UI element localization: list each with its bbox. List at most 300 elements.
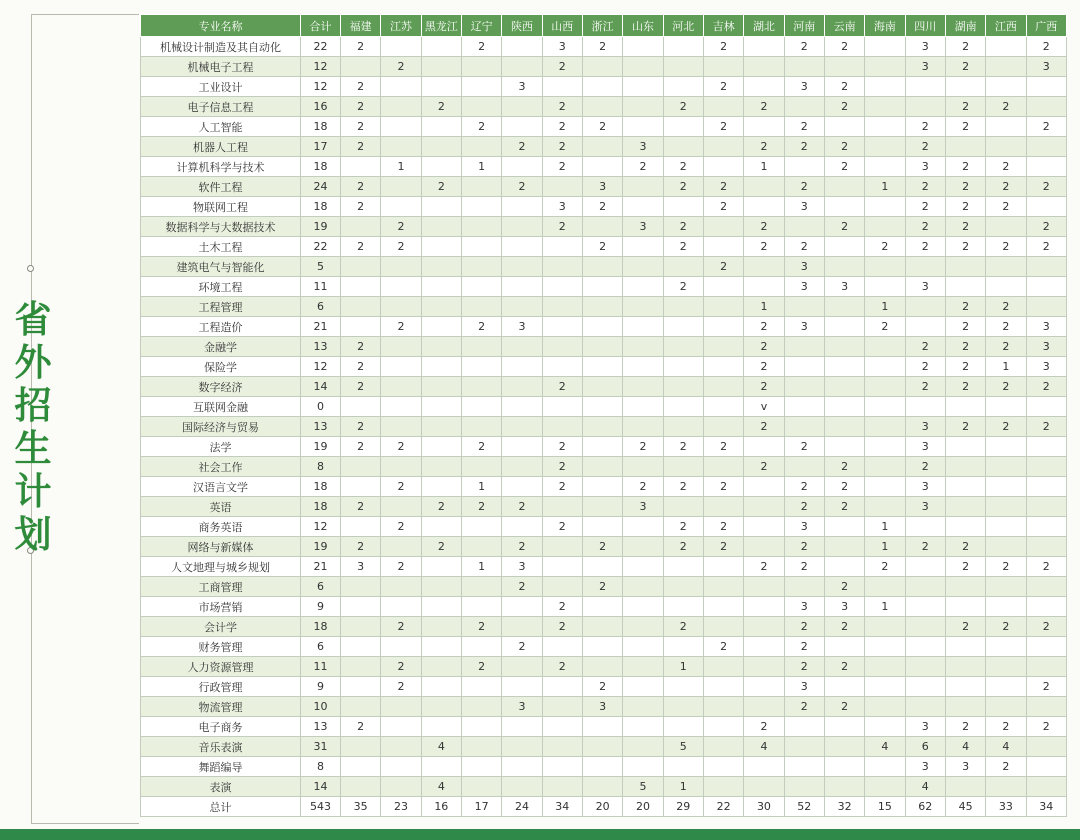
- quota-cell: 2: [421, 537, 461, 557]
- quota-cell: [582, 597, 622, 617]
- quota-cell: [986, 697, 1026, 717]
- quota-cell: [381, 777, 421, 797]
- column-header: 陕西: [502, 15, 542, 37]
- quota-cell: [502, 417, 542, 437]
- quota-cell: 2: [341, 197, 381, 217]
- total-cell: 20: [623, 797, 663, 817]
- quota-cell: [824, 437, 864, 457]
- quota-cell: [945, 437, 985, 457]
- row-total-cell: 6: [301, 637, 341, 657]
- quota-cell: [582, 257, 622, 277]
- quota-cell: [905, 257, 945, 277]
- quota-cell: [905, 97, 945, 117]
- quota-cell: 3: [784, 317, 824, 337]
- quota-cell: [744, 277, 784, 297]
- quota-cell: [341, 397, 381, 417]
- quota-cell: 2: [542, 57, 582, 77]
- quota-cell: 2: [905, 137, 945, 157]
- quota-cell: 2: [461, 317, 501, 337]
- quota-cell: 2: [663, 477, 703, 497]
- quota-cell: [381, 417, 421, 437]
- table-row: [141, 517, 1067, 537]
- quota-cell: [381, 97, 421, 117]
- quota-cell: 2: [784, 137, 824, 157]
- column-header: 江苏: [381, 15, 421, 37]
- quota-cell: [986, 397, 1026, 417]
- quota-cell: [461, 737, 501, 757]
- quota-cell: 2: [461, 37, 501, 57]
- quota-cell: 2: [341, 37, 381, 57]
- quota-cell: [905, 517, 945, 537]
- quota-cell: 2: [945, 317, 985, 337]
- quota-cell: 2: [824, 617, 864, 637]
- quota-cell: [703, 377, 743, 397]
- quota-cell: [542, 717, 582, 737]
- quota-cell: [663, 717, 703, 737]
- quota-cell: [1026, 657, 1066, 677]
- table-row: [141, 37, 1067, 57]
- quota-cell: [502, 37, 542, 57]
- quota-cell: [502, 117, 542, 137]
- quota-cell: [502, 717, 542, 737]
- quota-cell: [381, 457, 421, 477]
- quota-cell: [986, 77, 1026, 97]
- major-name-cell: 舞蹈编导: [141, 757, 301, 777]
- quota-cell: 2: [542, 457, 582, 477]
- bottom-bar: [0, 829, 1080, 840]
- column-header: 合计: [301, 15, 341, 37]
- quota-cell: [905, 577, 945, 597]
- quota-cell: [744, 617, 784, 637]
- quota-cell: [341, 297, 381, 317]
- quota-cell: 2: [582, 537, 622, 557]
- quota-cell: [744, 757, 784, 777]
- table-row: [141, 457, 1067, 477]
- quota-cell: [744, 637, 784, 657]
- quota-cell: 2: [986, 157, 1026, 177]
- quota-cell: [421, 277, 461, 297]
- quota-cell: 2: [461, 657, 501, 677]
- quota-cell: [461, 577, 501, 597]
- total-cell: 32: [824, 797, 864, 817]
- quota-cell: [421, 257, 461, 277]
- quota-cell: [865, 717, 905, 737]
- quota-cell: 3: [905, 717, 945, 737]
- quota-cell: [381, 397, 421, 417]
- column-header: 河北: [663, 15, 703, 37]
- quota-cell: [1026, 757, 1066, 777]
- quota-cell: [381, 257, 421, 277]
- quota-cell: [986, 657, 1026, 677]
- table-row: [141, 777, 1067, 797]
- table-row: [141, 397, 1067, 417]
- quota-cell: 2: [542, 437, 582, 457]
- quota-cell: [421, 757, 461, 777]
- quota-cell: [582, 437, 622, 457]
- quota-cell: [1026, 477, 1066, 497]
- table-row: [141, 157, 1067, 177]
- column-header: 山东: [623, 15, 663, 37]
- total-cell: 22: [703, 797, 743, 817]
- quota-cell: 2: [502, 537, 542, 557]
- table-row: [141, 317, 1067, 337]
- quota-cell: [502, 277, 542, 297]
- quota-cell: [542, 257, 582, 277]
- quota-cell: [542, 697, 582, 717]
- quota-cell: [542, 177, 582, 197]
- quota-cell: 1: [865, 597, 905, 617]
- major-name-cell: 物流管理: [141, 697, 301, 717]
- quota-cell: 3: [784, 197, 824, 217]
- row-total-cell: 19: [301, 537, 341, 557]
- quota-cell: 2: [582, 117, 622, 137]
- quota-cell: [582, 557, 622, 577]
- quota-cell: 2: [1026, 617, 1066, 637]
- quota-cell: [703, 397, 743, 417]
- quota-cell: 2: [824, 217, 864, 237]
- quota-cell: [744, 577, 784, 597]
- quota-cell: 2: [905, 217, 945, 237]
- quota-cell: 2: [663, 437, 703, 457]
- quota-cell: [865, 757, 905, 777]
- quota-cell: [663, 57, 703, 77]
- quota-cell: 1: [461, 157, 501, 177]
- quota-cell: [623, 737, 663, 757]
- quota-cell: [945, 777, 985, 797]
- quota-cell: [744, 437, 784, 457]
- row-total-cell: 9: [301, 597, 341, 617]
- quota-cell: 2: [945, 117, 985, 137]
- table-row: [141, 77, 1067, 97]
- quota-cell: 2: [865, 317, 905, 337]
- quota-cell: [582, 777, 622, 797]
- quota-cell: [582, 457, 622, 477]
- quota-cell: 2: [986, 557, 1026, 577]
- major-name-cell: 软件工程: [141, 177, 301, 197]
- quota-cell: [461, 257, 501, 277]
- quota-cell: [986, 537, 1026, 557]
- quota-cell: 2: [945, 617, 985, 637]
- quota-cell: [986, 137, 1026, 157]
- quota-cell: [744, 177, 784, 197]
- row-total-cell: 11: [301, 657, 341, 677]
- quota-cell: [663, 317, 703, 337]
- column-header: 海南: [865, 15, 905, 37]
- quota-cell: [784, 417, 824, 437]
- major-name-cell: 社会工作: [141, 457, 301, 477]
- quota-cell: 2: [703, 257, 743, 277]
- quota-cell: 2: [986, 237, 1026, 257]
- quota-cell: [824, 257, 864, 277]
- quota-cell: [542, 577, 582, 597]
- quota-cell: [381, 597, 421, 617]
- quota-cell: [461, 417, 501, 437]
- major-name-cell: 网络与新媒体: [141, 537, 301, 557]
- quota-cell: [744, 597, 784, 617]
- quota-cell: [703, 97, 743, 117]
- quota-cell: [381, 537, 421, 557]
- quota-cell: [663, 497, 703, 517]
- major-name-cell: 机械设计制造及其自动化: [141, 37, 301, 57]
- quota-cell: [502, 297, 542, 317]
- table-row: [141, 197, 1067, 217]
- quota-cell: [824, 317, 864, 337]
- quota-cell: [865, 117, 905, 137]
- quota-cell: 3: [582, 697, 622, 717]
- table-row: [141, 737, 1067, 757]
- quota-cell: [623, 237, 663, 257]
- quota-cell: 2: [542, 477, 582, 497]
- quota-cell: [461, 337, 501, 357]
- quota-cell: 2: [542, 597, 582, 617]
- quota-cell: [824, 757, 864, 777]
- column-header: 云南: [824, 15, 864, 37]
- quota-cell: [582, 97, 622, 117]
- total-cell: 35: [341, 797, 381, 817]
- quota-cell: [623, 317, 663, 337]
- quota-cell: [1026, 577, 1066, 597]
- quota-cell: [502, 777, 542, 797]
- quota-cell: 3: [905, 57, 945, 77]
- major-name-cell: 金融学: [141, 337, 301, 357]
- quota-cell: [623, 77, 663, 97]
- column-header: 四川: [905, 15, 945, 37]
- quota-cell: [703, 757, 743, 777]
- quota-cell: 2: [784, 477, 824, 497]
- quota-cell: 1: [461, 557, 501, 577]
- quota-cell: [1026, 257, 1066, 277]
- quota-cell: [663, 557, 703, 577]
- quota-cell: [824, 517, 864, 537]
- quota-cell: [986, 477, 1026, 497]
- total-cell: 23: [381, 797, 421, 817]
- quota-cell: 2: [784, 657, 824, 677]
- quota-cell: [542, 757, 582, 777]
- quota-cell: 2: [945, 417, 985, 437]
- quota-cell: 2: [824, 657, 864, 677]
- quota-cell: 2: [986, 417, 1026, 437]
- major-name-cell: 电子信息工程: [141, 97, 301, 117]
- quota-cell: [421, 137, 461, 157]
- quota-cell: [623, 397, 663, 417]
- quota-cell: [824, 397, 864, 417]
- quota-cell: [381, 197, 421, 217]
- quota-cell: [865, 277, 905, 297]
- row-total-cell: 12: [301, 517, 341, 537]
- quota-cell: [824, 357, 864, 377]
- row-total-cell: 8: [301, 457, 341, 477]
- quota-cell: [784, 777, 824, 797]
- quota-cell: [1026, 157, 1066, 177]
- quota-cell: 2: [381, 437, 421, 457]
- quota-cell: 2: [663, 157, 703, 177]
- quota-cell: 2: [341, 117, 381, 137]
- quota-cell: [542, 737, 582, 757]
- quota-cell: 3: [784, 277, 824, 297]
- quota-cell: [945, 137, 985, 157]
- quota-cell: 3: [542, 37, 582, 57]
- quota-cell: 2: [986, 757, 1026, 777]
- quota-cell: 4: [421, 777, 461, 797]
- quota-cell: 2: [905, 117, 945, 137]
- major-name-cell: 数据科学与大数据技术: [141, 217, 301, 237]
- quota-cell: 2: [341, 417, 381, 437]
- quota-cell: [623, 457, 663, 477]
- quota-cell: [421, 717, 461, 737]
- quota-cell: [381, 737, 421, 757]
- quota-cell: 2: [1026, 377, 1066, 397]
- quota-cell: v: [744, 397, 784, 417]
- quota-cell: 3: [905, 477, 945, 497]
- quota-cell: [502, 397, 542, 417]
- quota-cell: [341, 477, 381, 497]
- quota-cell: [582, 417, 622, 437]
- quota-cell: [542, 357, 582, 377]
- quota-cell: [381, 577, 421, 597]
- quota-cell: [744, 697, 784, 717]
- total-cell: 15: [865, 797, 905, 817]
- quota-cell: [784, 217, 824, 237]
- quota-cell: [865, 377, 905, 397]
- quota-cell: 2: [784, 497, 824, 517]
- quota-cell: 2: [502, 577, 542, 597]
- row-total-cell: 17: [301, 137, 341, 157]
- quota-cell: [824, 557, 864, 577]
- quota-cell: [421, 477, 461, 497]
- quota-cell: 2: [744, 237, 784, 257]
- quota-cell: 2: [945, 197, 985, 217]
- quota-cell: 2: [703, 537, 743, 557]
- total-cell: 30: [744, 797, 784, 817]
- quota-cell: [421, 657, 461, 677]
- table-row: [141, 617, 1067, 637]
- column-header: 湖南: [945, 15, 985, 37]
- quota-cell: [421, 637, 461, 657]
- quota-cell: 2: [381, 557, 421, 577]
- quota-cell: 2: [986, 297, 1026, 317]
- major-name-cell: 数字经济: [141, 377, 301, 397]
- quota-cell: 2: [1026, 217, 1066, 237]
- quota-cell: [582, 137, 622, 157]
- quota-cell: 2: [703, 77, 743, 97]
- quota-cell: [623, 257, 663, 277]
- quota-cell: 2: [1026, 117, 1066, 137]
- table-row: [141, 757, 1067, 777]
- quota-cell: [341, 157, 381, 177]
- quota-cell: 3: [341, 557, 381, 577]
- quota-cell: 2: [461, 437, 501, 457]
- table-row: [141, 717, 1067, 737]
- quota-cell: [341, 457, 381, 477]
- quota-cell: 2: [784, 557, 824, 577]
- quota-cell: [502, 237, 542, 257]
- quota-cell: [502, 677, 542, 697]
- quota-cell: [945, 457, 985, 477]
- quota-cell: 2: [341, 497, 381, 517]
- quota-cell: [381, 757, 421, 777]
- quota-cell: 2: [986, 177, 1026, 197]
- quota-cell: 1: [663, 777, 703, 797]
- quota-cell: [542, 237, 582, 257]
- quota-cell: [623, 677, 663, 697]
- quota-cell: 1: [865, 537, 905, 557]
- quota-cell: [582, 637, 622, 657]
- quota-cell: [703, 677, 743, 697]
- quota-cell: [502, 57, 542, 77]
- quota-cell: [421, 677, 461, 697]
- major-name-cell: 人文地理与城乡规划: [141, 557, 301, 577]
- quota-cell: [623, 717, 663, 737]
- major-name-cell: 音乐表演: [141, 737, 301, 757]
- quota-cell: [744, 37, 784, 57]
- quota-cell: 2: [986, 197, 1026, 217]
- quota-cell: [703, 57, 743, 77]
- quota-cell: [784, 757, 824, 777]
- quota-cell: [663, 37, 703, 57]
- quota-cell: 2: [502, 137, 542, 157]
- quota-cell: 3: [905, 277, 945, 297]
- quota-cell: [865, 397, 905, 417]
- quota-cell: [623, 57, 663, 77]
- quota-cell: 3: [1026, 317, 1066, 337]
- quota-cell: [744, 57, 784, 77]
- column-header-major: 专业名称: [141, 15, 301, 37]
- quota-cell: [986, 457, 1026, 477]
- quota-cell: [703, 577, 743, 597]
- quota-cell: [582, 337, 622, 357]
- table-row: [141, 337, 1067, 357]
- quota-cell: 2: [1026, 237, 1066, 257]
- quota-cell: [905, 77, 945, 97]
- major-name-cell: 工程造价: [141, 317, 301, 337]
- quota-cell: [744, 677, 784, 697]
- quota-cell: 2: [582, 237, 622, 257]
- quota-cell: [784, 357, 824, 377]
- quota-cell: [341, 737, 381, 757]
- table-row: [141, 657, 1067, 677]
- quota-cell: [341, 317, 381, 337]
- quota-cell: [824, 777, 864, 797]
- quota-cell: 2: [824, 37, 864, 57]
- quota-cell: [824, 737, 864, 757]
- quota-cell: 2: [542, 657, 582, 677]
- quota-cell: [784, 377, 824, 397]
- quota-cell: [542, 77, 582, 97]
- quota-cell: [865, 637, 905, 657]
- quota-cell: 2: [986, 377, 1026, 397]
- quota-cell: 3: [905, 497, 945, 517]
- quota-cell: [582, 757, 622, 777]
- quota-cell: 2: [945, 177, 985, 197]
- quota-cell: 2: [986, 97, 1026, 117]
- quota-cell: [945, 497, 985, 517]
- quota-cell: [986, 217, 1026, 237]
- quota-cell: 2: [542, 117, 582, 137]
- row-total-cell: 5: [301, 257, 341, 277]
- quota-cell: 3: [1026, 337, 1066, 357]
- quota-cell: [945, 397, 985, 417]
- major-name-cell: 建筑电气与智能化: [141, 257, 301, 277]
- quota-cell: [421, 237, 461, 257]
- quota-cell: 2: [744, 217, 784, 237]
- quota-cell: 2: [703, 177, 743, 197]
- quota-cell: 5: [663, 737, 703, 757]
- quota-cell: [502, 437, 542, 457]
- quota-cell: 4: [744, 737, 784, 757]
- quota-cell: [1026, 397, 1066, 417]
- quota-cell: [421, 417, 461, 437]
- quota-cell: [784, 57, 824, 77]
